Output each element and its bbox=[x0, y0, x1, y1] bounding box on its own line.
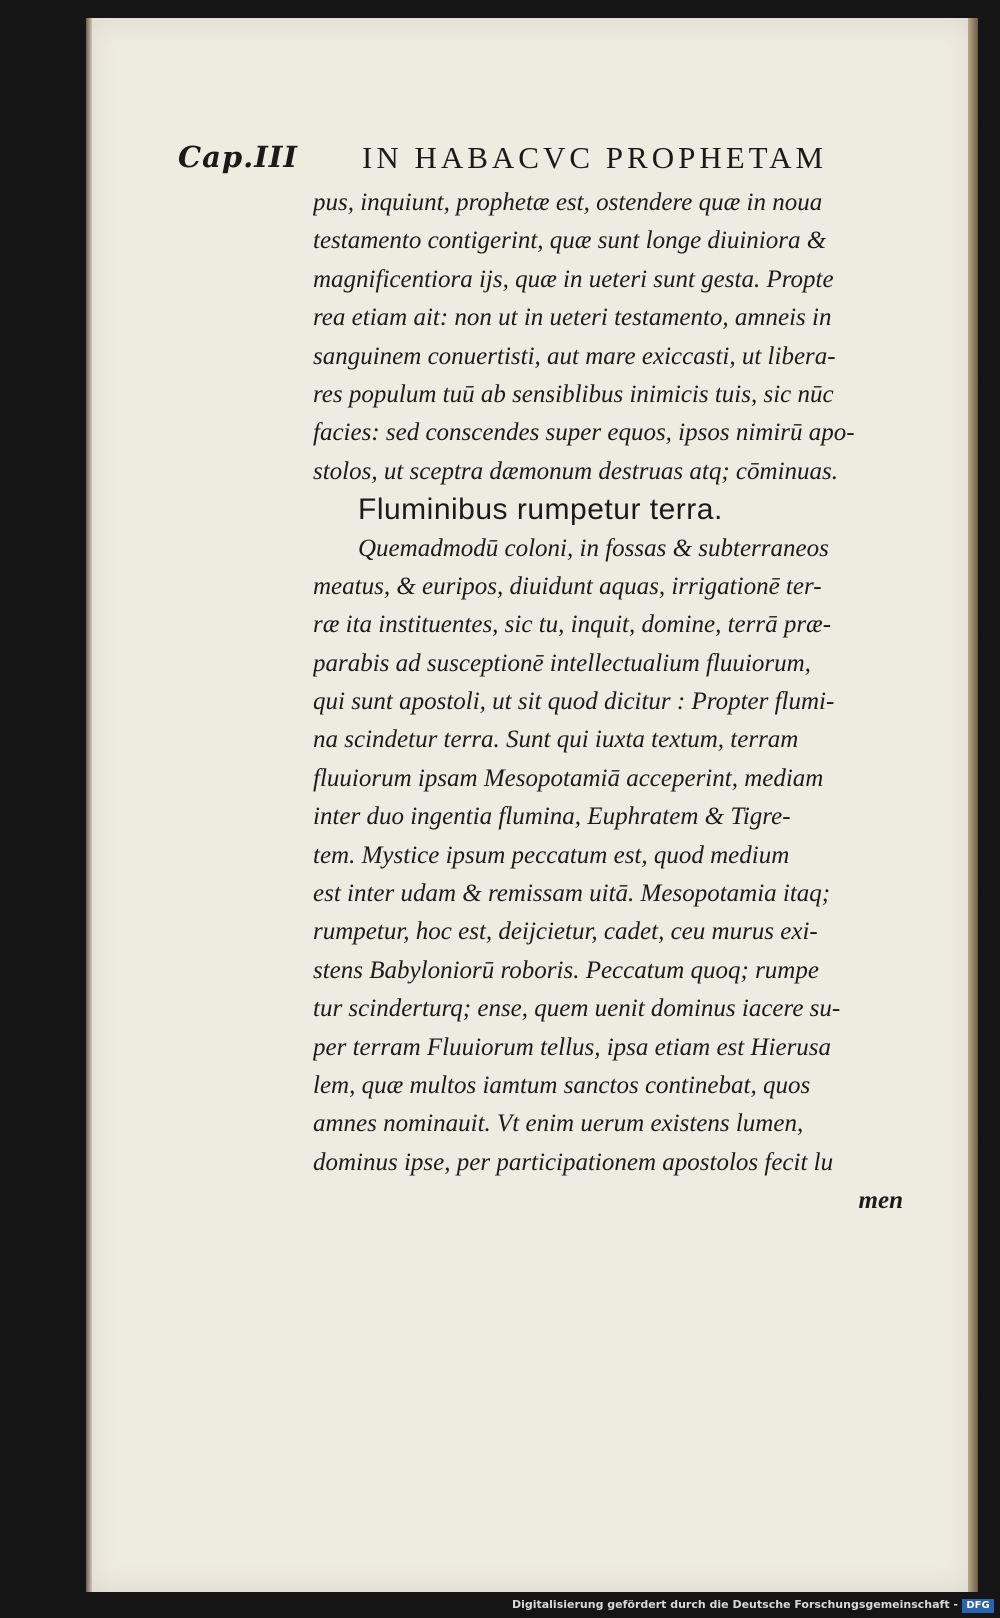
text-line: qui sunt apostoli, ut sit quod dicitur : Propter flumi- bbox=[313, 688, 835, 716]
text-line: amnes nominauit. Vt enim uerum existens lumen, bbox=[313, 1110, 804, 1138]
text-line: na scindetur terra. Sunt qui iuxta textum, terram bbox=[313, 726, 799, 754]
funding-credit: Digitalisierung gefördert durch die Deutsche Forschungsgemeinschaft - bbox=[511, 1598, 958, 1611]
footer-bar bbox=[0, 1596, 1000, 1618]
text-line: magnificentiora ijs, quæ in ueteri sunt gesta. Propte bbox=[313, 265, 834, 293]
text-line: per terram Fluuiorum tellus, ipsa etiam est Hierusa bbox=[313, 1033, 832, 1061]
page-fore-edge bbox=[968, 18, 978, 1592]
page-header bbox=[178, 140, 898, 180]
text-line: res populum tuū ab sensiblibus inimicis tuis, sic nūc bbox=[313, 380, 834, 408]
text-line: stens Babyloniorū roboris. Peccatum quoq; rumpe bbox=[313, 956, 819, 984]
text-line: pus, inquiunt, prophetæ est, ostendere quæ in noua bbox=[313, 189, 823, 216]
catchword: men bbox=[858, 1187, 903, 1215]
page-gutter-edge bbox=[86, 18, 92, 1592]
text-line: meatus, & euripos, diuidunt aquas, irrigationē ter- bbox=[313, 572, 822, 600]
text-line: parabis ad susceptionē intellectualium fluuiorum, bbox=[313, 649, 811, 677]
text-line: lem, quæ multos iamtum sanctos continebat, quos bbox=[313, 1071, 811, 1099]
text-line: Quemadmodū coloni, in fossas & subterraneos bbox=[358, 534, 829, 562]
dfg-logo-icon: DFG bbox=[962, 1599, 994, 1613]
text-line: tur scinderturq; ense, quem uenit dominus iacere su- bbox=[313, 995, 841, 1023]
text-line: rea etiam ait: non ut in ueteri testamento, amneis in bbox=[313, 304, 832, 332]
text-line: est inter udam & remissam uitā. Mesopotamia itaq; bbox=[313, 880, 831, 908]
chapter-label: Cap.III bbox=[178, 140, 298, 174]
text-line: stolos, ut sceptra dæmonum destruas atq; cōminuas. bbox=[313, 457, 838, 485]
text-line: facies: sed conscendes super equos, ipsos nimirū apo- bbox=[313, 419, 855, 447]
text-line: fluuiorum ipsam Mesopotamiā acceperint, mediam bbox=[313, 764, 824, 792]
text-line: inter duo ingentia flumina, Euphratem & Tigre- bbox=[313, 803, 791, 831]
section-heading: Fluminibus rumpetur terra. bbox=[358, 493, 723, 527]
running-title: IN HABACVC PROPHETAM bbox=[362, 140, 828, 175]
text-line: sanguinem conuertisti, aut mare exiccasti, ut libera- bbox=[313, 342, 836, 370]
text-line: dominus ipse, per participationem apostolos fecit lu bbox=[313, 1148, 834, 1176]
body-text bbox=[313, 184, 913, 1221]
text-line: testamento contigerint, quæ sunt longe diuiniora & bbox=[313, 227, 827, 255]
text-line: tem. Mystice ipsum peccatum est, quod medium bbox=[313, 841, 790, 869]
text-line: rumpetur, hoc est, deijcietur, cadet, ceu murus exi- bbox=[313, 918, 818, 946]
text-line: ræ ita instituentes, sic tu, inquit, domine, terrā præ- bbox=[313, 611, 832, 639]
